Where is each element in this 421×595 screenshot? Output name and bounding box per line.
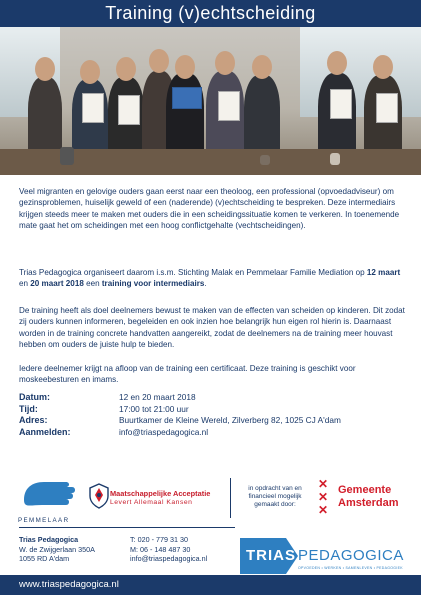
organizer-text: en bbox=[19, 279, 31, 289]
detail-label: Adres: bbox=[19, 415, 48, 426]
detail-value: 17:00 tot 21:00 uur bbox=[119, 403, 189, 414]
group-photo bbox=[0, 27, 421, 175]
organizer-paragraph bbox=[19, 267, 405, 290]
malak-subtitle: Levert Allemaal Kansen bbox=[110, 499, 193, 506]
footer-email-link[interactable]: info@triaspedagogica.nl bbox=[130, 554, 208, 563]
certificate bbox=[172, 87, 202, 109]
detail-value: 12 en 20 maart 2018 bbox=[119, 392, 196, 402]
pedagogica-word: PEDAGOGICA bbox=[298, 547, 404, 564]
photo-cup bbox=[330, 153, 340, 165]
register-email-link[interactable]: info@triaspedagogica.nl bbox=[119, 426, 209, 437]
amsterdam-label: Amsterdam bbox=[338, 497, 399, 509]
photo-person bbox=[166, 73, 204, 157]
bottom-bar bbox=[0, 575, 421, 595]
trias-tagline: OPVOEDEN • WERKEN • SAMENLEVEN • PEDAGOGIEK bbox=[298, 566, 403, 570]
training-name: training voor intermediairs bbox=[101, 279, 205, 289]
detail-value: Buurtkamer de Kleine Wereld, Zilverberg 82, 1025 CJ A'dam bbox=[119, 415, 341, 426]
photo-head bbox=[116, 57, 136, 81]
date-second: 20 maart 2018 bbox=[30, 279, 84, 289]
certificate bbox=[330, 89, 352, 119]
goal-paragraph: De training heeft als doel deelnemers bewust te maken van de effecten van scheiden op kinderen. Dit zodat zij ouders kunnen informeren, begeleiden en ook inzien hoe belangrijk hun eigen rol hierin is. Daarnaast worden in de training concrete handvatten aangereikt, zodat de deelnemers na de training meer houvast hebben om ouders de juiste hulp te bieden. bbox=[19, 306, 405, 350]
amsterdam-crosses-icon: ✕ ✕ ✕ bbox=[318, 477, 329, 517]
footer-address bbox=[19, 535, 95, 564]
intro-paragraph: Veel migranten en gelovige ouders gaan eerst naar een theoloog, een professional (opvoedadviseur) om gezinsproblemen, huiselijk geweld of een (naderende) (v)echtscheiding te bespreken. Deze intermediairs krijgen steeds meer te maken met ouders die in een scheidingssituatie komen te verkeren. In toenemende mate gaat het om scheidingen met een hoog conflictgehalte (vechtscheidingen). bbox=[19, 187, 400, 231]
photo-head bbox=[149, 49, 169, 73]
trias-word: TRIAS bbox=[246, 547, 296, 564]
certificate bbox=[82, 93, 104, 123]
photo-head bbox=[175, 55, 195, 79]
footer-phone: T: 020 - 779 31 30 bbox=[130, 535, 188, 544]
detail-address bbox=[19, 415, 341, 427]
organizer-text: een bbox=[83, 279, 102, 289]
event-details bbox=[19, 392, 341, 438]
detail-label: Datum: bbox=[19, 392, 50, 402]
photo-head bbox=[252, 55, 272, 79]
logo-divider bbox=[230, 478, 231, 518]
website-link[interactable]: www.triaspedagogica.nl bbox=[19, 579, 119, 590]
photo-person bbox=[244, 75, 280, 157]
certificate-paragraph: Iedere deelnemer krijgt na afloop van de training een certificaat. Deze training is geschikt voor moskeebesturen en imams. bbox=[19, 364, 356, 385]
detail-label: Aanmelden: bbox=[19, 426, 71, 437]
footer-mobile: M: 06 - 148 487 30 bbox=[130, 544, 191, 554]
footer-contact bbox=[130, 535, 207, 564]
malak-shield-icon bbox=[89, 483, 109, 509]
commission-text: in opdracht van en financieel mogelijk gemaakt door: bbox=[248, 485, 302, 508]
certificate bbox=[118, 95, 140, 125]
detail-time bbox=[19, 404, 341, 416]
malak-title: Maatschappelijke Acceptatie bbox=[110, 489, 211, 498]
detail-label: Tijd: bbox=[19, 403, 38, 414]
certificate bbox=[376, 93, 398, 123]
photo-head bbox=[80, 60, 100, 84]
trias-logo bbox=[240, 538, 421, 574]
page-title: Training (v)echtscheiding bbox=[105, 3, 316, 23]
date-first: 12 maart bbox=[366, 268, 401, 277]
photo-head bbox=[373, 55, 393, 79]
footer-org: Trias Pedagogica bbox=[19, 535, 79, 544]
footer-city: 1055 RD A'dam bbox=[19, 554, 70, 563]
photo-person bbox=[28, 77, 62, 157]
gemeente-label: Gemeente bbox=[338, 484, 392, 496]
pemmelaar-hand-logo bbox=[18, 474, 80, 518]
photo-cup bbox=[260, 155, 270, 165]
photo-head bbox=[215, 51, 235, 75]
photo-head bbox=[327, 51, 347, 75]
detail-date bbox=[19, 392, 341, 404]
organizer-text: . bbox=[204, 279, 207, 289]
page-title-bar bbox=[0, 0, 421, 27]
footer-divider bbox=[19, 527, 235, 528]
organizer-text: Trias Pedagogica organiseert daarom i.s.m. Stichting Malak en Pemmelaar Familie Mediation op bbox=[19, 268, 367, 277]
certificate bbox=[218, 91, 240, 121]
detail-register bbox=[19, 427, 341, 439]
photo-thermos bbox=[60, 147, 74, 165]
pemmelaar-label: PEMMELAAR bbox=[18, 517, 70, 524]
footer-street: W. de Zwijgerlaan 350A bbox=[19, 544, 95, 554]
photo-head bbox=[35, 57, 55, 81]
